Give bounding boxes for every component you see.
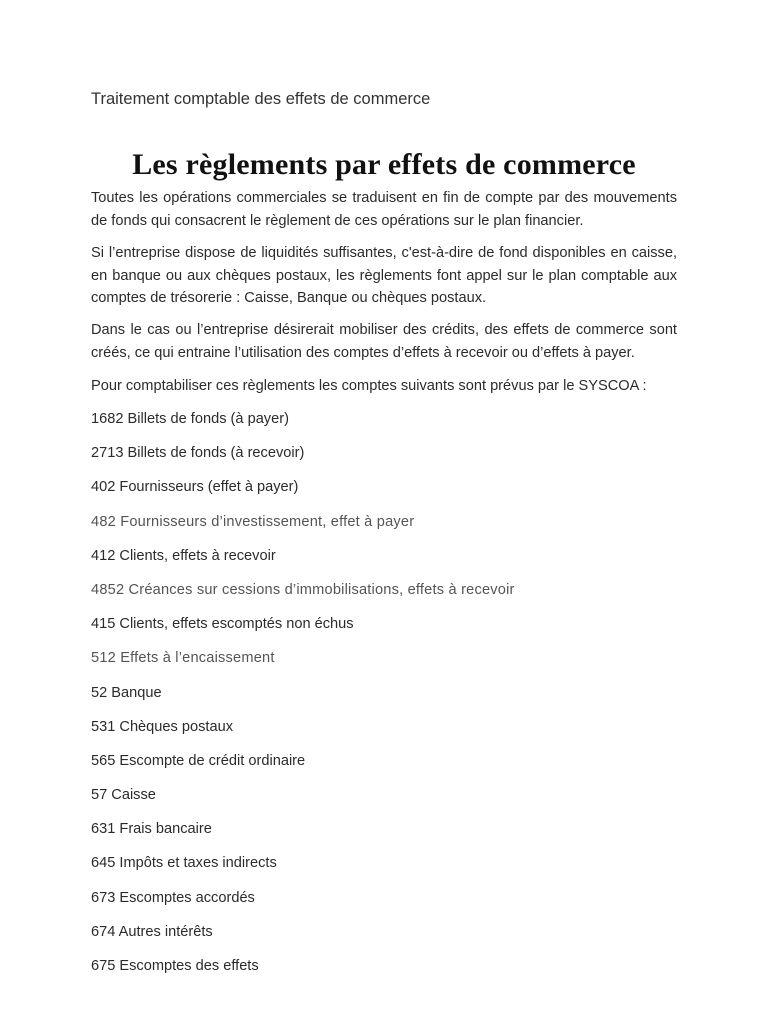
- account-item: 645 Impôts et taxes indirects: [91, 855, 277, 872]
- account-item: 565 Escompte de crédit ordinaire: [91, 752, 306, 769]
- account-item: 482 Fournisseurs d’investissement, effet à payer: [91, 513, 415, 530]
- account-item: 4852 Créances sur cessions d’immobilisations, effets à recevoir: [91, 581, 515, 598]
- account-item: 52 Banque: [91, 684, 162, 701]
- paragraph-liquidity: Si l’entreprise dispose de liquidités suffisantes, c'est-à-dire de fond disponibles en caisse, en banque ou aux chèques postaux, les règlements font appel sur le plan comptable aux comptes de trésorerie : Caisse, Banque ou chèques postaux.: [91, 245, 677, 306]
- document-title: Les règlements par effets de commerce: [132, 148, 636, 181]
- paragraph-syscoa: Pour comptabiliser ces règlements les comptes suivants sont prévus par le SYSCOA :: [91, 378, 647, 394]
- account-item: 402 Fournisseurs (effet à payer): [91, 479, 299, 496]
- account-item: 415 Clients, effets escomptés non échus: [91, 616, 354, 633]
- account-item: 674 Autres intérêts: [91, 923, 213, 940]
- account-item: 512 Effets à l’encaissement: [91, 650, 275, 667]
- account-item: 531 Chèques postaux: [91, 718, 233, 735]
- account-item: 675 Escomptes des effets: [91, 958, 259, 974]
- paragraph-credit: Dans le cas ou l’entreprise désirerait mobiliser des crédits, des effets de commerce sont créés, ce qui entraine l’utilisation des comptes d’effets à recevoir ou d’effets à payer.: [91, 322, 677, 361]
- paragraph-intro: Toutes les opérations commerciales se traduisent en fin de compte par des mouvements de fonds qui consacrent le règlement de ces opérations sur le plan financier.: [91, 190, 677, 229]
- account-item: 631 Frais bancaire: [91, 821, 212, 838]
- account-item: 1682 Billets de fonds (à payer): [91, 411, 289, 427]
- account-item: 412 Clients, effets à recevoir: [91, 547, 276, 564]
- account-item: 57 Caisse: [91, 787, 156, 804]
- account-item: 673 Escomptes accordés: [91, 889, 255, 906]
- document-header: Traitement comptable des effets de commerce: [91, 90, 431, 108]
- account-item: 2713 Billets de fonds (à recevoir): [91, 445, 305, 462]
- accounts-list: [91, 408, 677, 989]
